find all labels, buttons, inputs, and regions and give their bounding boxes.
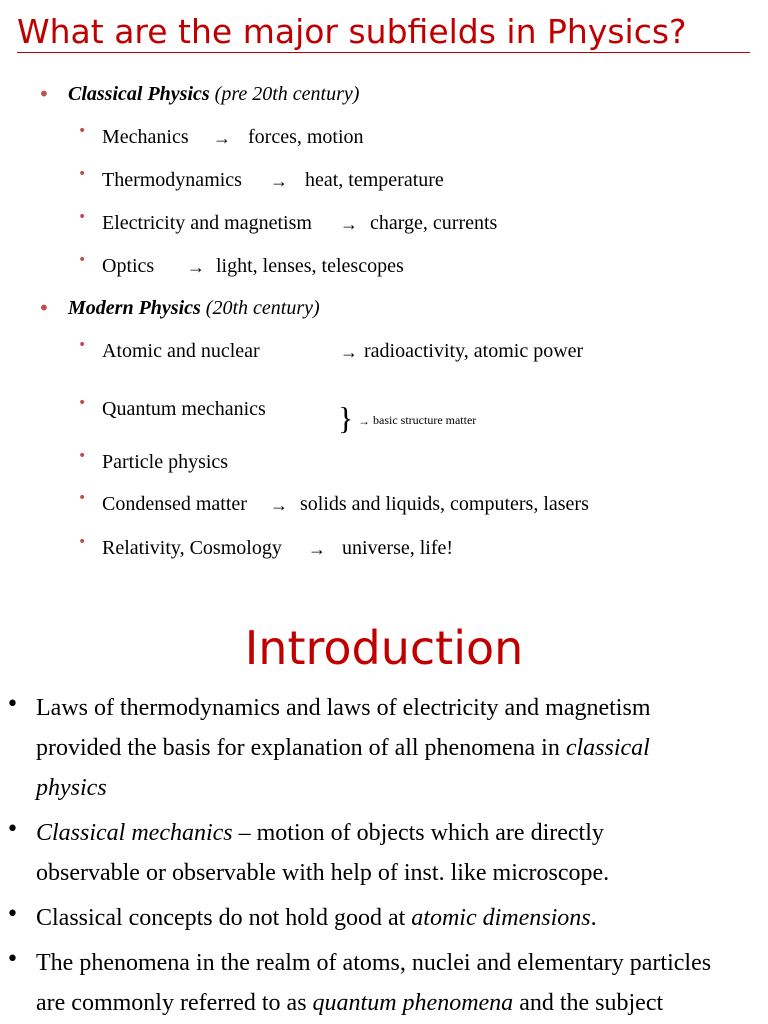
bullet-dot: • — [6, 902, 19, 927]
intro-bullet-3-text: Classical concepts do not hold good at — [36, 905, 412, 931]
item-relativity-name: Relativity, Cosmology — [102, 537, 282, 559]
intro-bullet-1-line-1: Laws of thermodynamics and laws of electricity and magnetism — [36, 695, 651, 721]
arrow-icon: → — [270, 171, 288, 191]
bullet-dot: • — [6, 947, 19, 972]
arrow-icon: → — [187, 257, 205, 277]
modern-physics-note: (20th century) — [205, 297, 320, 319]
intro-bullet-2-emphasis: Classical mechanics — [36, 820, 233, 846]
slide-title-introduction: Introduction — [244, 621, 524, 675]
item-mechanics-desc: forces, motion — [248, 126, 364, 148]
intro-bullet-4-line-1: The phenomena in the realm of atoms, nuclei and elementary particles — [36, 950, 712, 976]
bullet-dot: • — [38, 82, 50, 106]
intro-bullet-3-emphasis: atomic dimensions — [411, 905, 591, 931]
intro-bullet-2-line-2: observable or observable with help of inst. like microscope. — [36, 860, 610, 886]
intro-bullet-3-line-1 — [36, 898, 764, 938]
item-mechanics-name: Mechanics — [102, 126, 189, 148]
bullet-dot: • — [78, 252, 87, 268]
arrow-icon: → — [340, 342, 358, 362]
brace-icon: } — [338, 400, 354, 436]
bullet-dot: • — [78, 337, 87, 353]
bullet-dot: • — [78, 490, 87, 506]
arrow-icon: → — [308, 539, 326, 559]
slide-title-subfields: What are the major subfields in Physics? — [17, 12, 750, 53]
bullet-dot: • — [6, 692, 19, 717]
item-particle-name: Particle physics — [102, 451, 229, 473]
intro-bullet-1 — [36, 688, 764, 808]
item-relativity-desc: universe, life! — [342, 537, 454, 559]
intro-bullet-4-text-2: and the subject — [513, 990, 664, 1016]
item-thermodynamics-name: Thermodynamics — [102, 169, 242, 191]
arrow-icon: → — [340, 214, 358, 234]
item-electricity-name: Electricity and magnetism — [102, 212, 312, 234]
bullet-dot: • — [78, 166, 87, 182]
intro-bullet-1-emphasis: classical — [565, 735, 650, 761]
classical-physics-label: Classical Physics — [68, 83, 210, 105]
item-atomic-desc: radioactivity, atomic power — [364, 340, 584, 362]
bullet-dot: • — [78, 395, 87, 411]
intro-bullet-4 — [36, 943, 764, 1023]
bullet-dot: • — [78, 209, 87, 225]
modern-physics-heading — [68, 296, 320, 320]
classical-physics-heading — [68, 82, 359, 106]
intro-bullet-1-line-3 — [36, 768, 764, 808]
intro-bullet-4-line-2 — [36, 983, 764, 1023]
intro-bullet-1-line-2 — [36, 728, 764, 768]
item-quantum-name: Quantum mechanics — [102, 398, 266, 420]
item-electricity-desc: charge, currents — [370, 212, 498, 234]
item-optics-desc: light, lenses, telescopes — [216, 255, 404, 277]
item-optics-name: Optics — [102, 255, 155, 277]
bullet-dot: • — [6, 817, 19, 842]
intro-bullet-4-emphasis: quantum phenomena — [312, 990, 514, 1016]
intro-bullet-2-line-1 — [36, 813, 764, 853]
bullet-dot: • — [78, 448, 87, 464]
intro-bullet-3-period: . — [590, 905, 597, 931]
bullet-dot: • — [78, 123, 87, 139]
intro-bullet-4-text: are commonly referred to as — [36, 990, 313, 1016]
item-atomic-name: Atomic and nuclear — [102, 340, 260, 362]
brace-note: basic structure matter — [373, 413, 477, 427]
arrow-icon: → — [270, 495, 288, 515]
classical-physics-note: (pre 20th century) — [214, 83, 360, 105]
intro-bullet-1-emphasis-2: physics — [36, 775, 107, 801]
item-condensed-desc: solids and liquids, computers, lasers — [300, 493, 589, 515]
arrow-icon: → — [213, 128, 231, 148]
bullet-dot: • — [78, 534, 87, 550]
arrow-icon: → — [358, 414, 370, 428]
item-condensed-name: Condensed matter — [102, 493, 247, 515]
modern-physics-label: Modern Physics — [68, 297, 201, 319]
bullet-dot: • — [38, 296, 50, 320]
item-thermodynamics-desc: heat, temperature — [305, 169, 444, 191]
intro-bullet-2-text: – motion of objects which are directly — [232, 820, 604, 846]
intro-bullet-1-text: provided the basis for explanation of all phenomena in — [36, 735, 566, 761]
intro-bullet-2 — [36, 813, 764, 893]
intro-bullet-3 — [36, 898, 764, 938]
